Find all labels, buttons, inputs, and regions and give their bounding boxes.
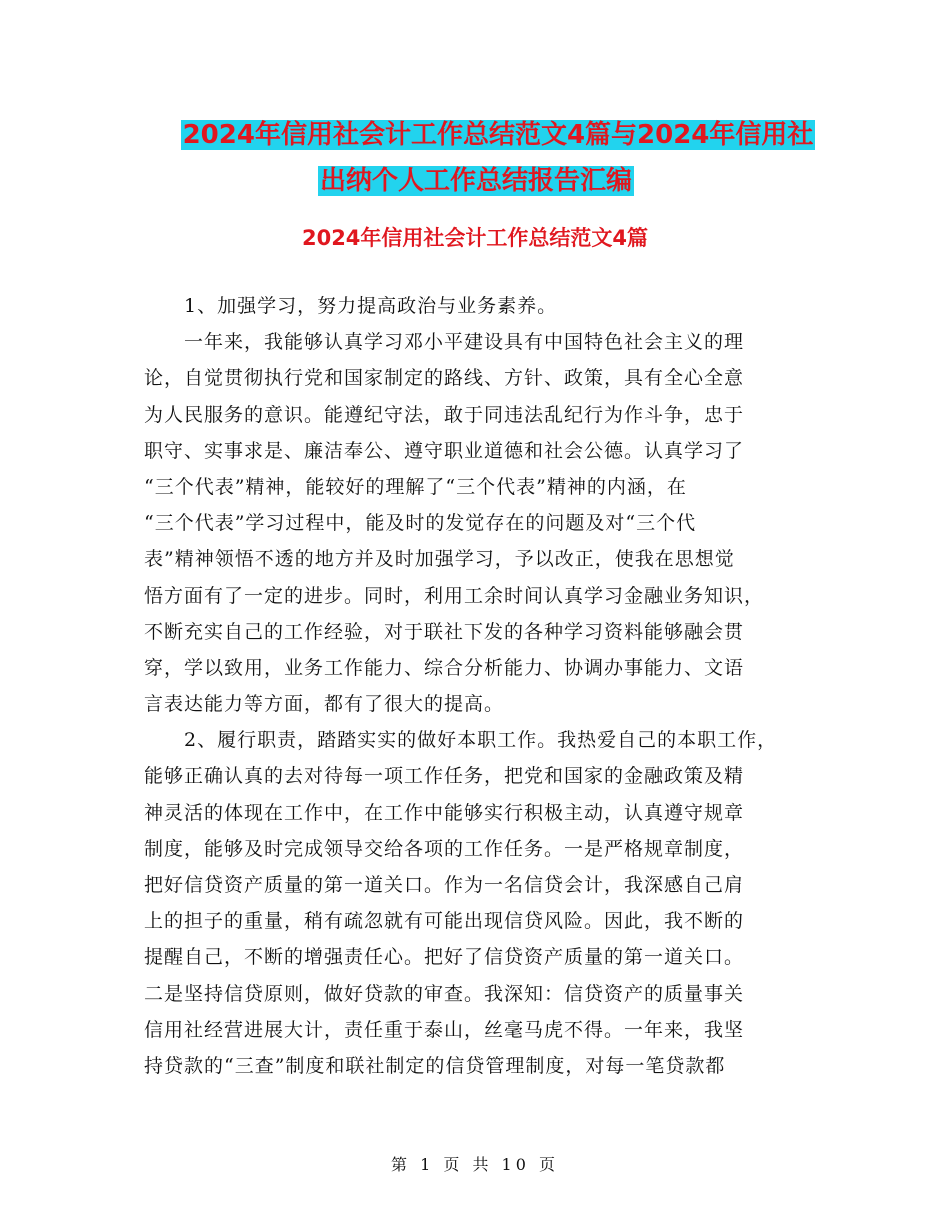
text-line: 一年来，我能够认真学习邓小平建设具有中国特色社会主义的理 xyxy=(184,331,745,354)
text-line: 言表达能力等方面，都有了很大的提高。 xyxy=(144,693,505,716)
paragraph-heading-1: 1、加强学习，努力提高政治与业务素养。 xyxy=(184,295,558,317)
text-line: 提醒自己，不断的增强责任心。把好了信贷资产质量的第一道关口。 xyxy=(144,946,745,969)
section-title: 2024年信用社会计工作总结范文4篇 xyxy=(301,226,649,250)
text-line: 不断充实自己的工作经验，对于联社下发的各种学习资料能够融会贯 xyxy=(144,620,745,643)
text-line: 制度，能够及时完成领导交给各项的工作任务。一是严格规章制度， xyxy=(144,837,745,860)
text-line: 二是坚持信贷原则，做好贷款的审查。我深知：信贷资产的质量事关 xyxy=(144,982,745,1005)
text-line: 上的担子的重量，稍有疏忽就有可能出现信贷风险。因此，我不断的 xyxy=(144,910,745,933)
text-line: 神灵活的体现在工作中，在工作中能够实行积极主动，认真遵守规章 xyxy=(144,801,745,824)
text-line: 悟方面有了一定的进步。同时，利用工余时间认真学习金融业务知识， xyxy=(144,584,765,607)
text-line: 为人民服务的意识。能遵纪守法，敢于同违法乱纪行为作斗争，忠于 xyxy=(144,403,745,426)
text-line: 穿，学以致用，业务工作能力、综合分析能力、协调办事能力、文语 xyxy=(144,656,745,679)
document-title xyxy=(0,112,950,204)
page-footer: 第 1 页 共 10 页 xyxy=(391,1155,559,1174)
paragraph-heading-2: 2、履行职责，踏踏实实的做好本职工作。我热爱自己的本职工作， xyxy=(184,729,778,752)
document-title-line-1: 2024年信用社会计工作总结范文4篇与2024年信用社 xyxy=(182,120,814,150)
text-line: 论，自觉贯彻执行党和国家制定的路线、方针、政策，具有全心全意 xyxy=(144,367,745,390)
text-line: “三个代表”学习过程中，能及时的发觉存在的问题及对“三个代 xyxy=(144,512,697,535)
body-text xyxy=(144,288,824,1084)
text-line: 表”精神领悟不透的地方并及时加强学习，予以改正，使我在思想觉 xyxy=(144,548,735,571)
text-line: 能够正确认真的去对待每一项工作任务，把党和国家的金融政策及精 xyxy=(144,765,745,788)
text-line: “三个代表”精神，能较好的理解了“三个代表”精神的内涵，在 xyxy=(144,475,687,498)
document-title-line-2: 出纳个人工作总结报告汇编 xyxy=(320,166,633,196)
text-line: 把好信贷资产质量的第一道关口。作为一名信贷会计，我深感自己肩 xyxy=(144,874,745,896)
text-line: 持贷款的“三查”制度和联社制定的信贷管理制度，对每一笔贷款都 xyxy=(144,1054,726,1077)
text-line: 职守、实事求是、廉洁奉公、遵守职业道德和社会公德。认真学习了 xyxy=(144,439,745,462)
text-line: 信用社经营进展大计，责任重于泰山，丝毫马虎不得。一年来，我坚 xyxy=(144,1018,745,1041)
